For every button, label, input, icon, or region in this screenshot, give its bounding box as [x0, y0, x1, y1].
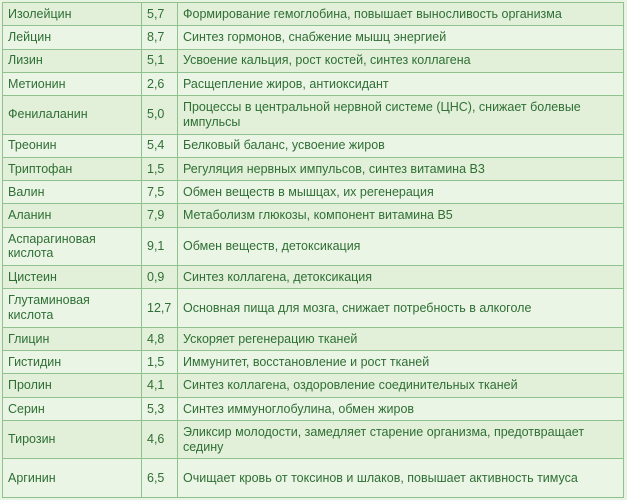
amino-acid-name: Аргинин	[3, 459, 142, 498]
table-row	[3, 3, 624, 26]
table-row	[3, 181, 624, 204]
amino-acid-value: 5,0	[142, 96, 178, 134]
table-row	[3, 289, 624, 327]
amino-acid-value: 5,3	[142, 397, 178, 420]
amino-acid-description: Синтез коллагена, детоксикация	[178, 266, 624, 289]
amino-acid-description: Обмен веществ, детоксикация	[178, 227, 624, 265]
amino-acid-name: Цистеин	[3, 266, 142, 289]
table-row	[3, 397, 624, 420]
amino-acid-name: Изолейцин	[3, 3, 142, 26]
amino-acid-value: 4,6	[142, 421, 178, 459]
amino-acid-description: Эликсир молодости, замедляет старение организма, предотвращает седину	[178, 421, 624, 459]
amino-acid-table-container	[2, 2, 624, 498]
amino-acid-value: 12,7	[142, 289, 178, 327]
amino-acid-description: Синтез коллагена, оздоровление соединительных тканей	[178, 374, 624, 397]
amino-acid-name: Лейцин	[3, 26, 142, 49]
amino-acid-name: Триптофан	[3, 157, 142, 180]
amino-acid-description: Иммунитет, восстановление и рост тканей	[178, 351, 624, 374]
amino-acid-description: Синтез гормонов, снабжение мышц энергией	[178, 26, 624, 49]
amino-acid-description: Белковый баланс, усвоение жиров	[178, 134, 624, 157]
amino-acid-value: 5,1	[142, 49, 178, 72]
amino-acid-name: Метионин	[3, 72, 142, 95]
amino-acid-name: Глутаминовая кислота	[3, 289, 142, 327]
amino-acid-value: 1,5	[142, 351, 178, 374]
amino-acid-description: Регуляция нервных импульсов, синтез витамина В3	[178, 157, 624, 180]
table-row	[3, 157, 624, 180]
amino-acid-table	[2, 2, 624, 498]
amino-acid-name: Фенилаланин	[3, 96, 142, 134]
amino-acid-description: Обмен веществ в мышцах, их регенерация	[178, 181, 624, 204]
amino-acid-value: 0,9	[142, 266, 178, 289]
amino-acid-name: Гистидин	[3, 351, 142, 374]
table-row	[3, 459, 624, 498]
amino-acid-name: Аспарагиновая кислота	[3, 227, 142, 265]
amino-acid-description: Усвоение кальция, рост костей, синтез коллагена	[178, 49, 624, 72]
amino-acid-description: Формирование гемоглобина, повышает выносливость организма	[178, 3, 624, 26]
amino-acid-value: 4,1	[142, 374, 178, 397]
amino-acid-value: 1,5	[142, 157, 178, 180]
table-row	[3, 227, 624, 265]
table-row	[3, 96, 624, 134]
table-row	[3, 72, 624, 95]
amino-acid-description: Метаболизм глюкозы, компонент витамина В5	[178, 204, 624, 227]
amino-acid-value: 4,8	[142, 327, 178, 350]
amino-acid-name: Треонин	[3, 134, 142, 157]
table-row	[3, 26, 624, 49]
amino-acid-value: 6,5	[142, 459, 178, 498]
amino-acid-name: Пролин	[3, 374, 142, 397]
amino-acid-name: Тирозин	[3, 421, 142, 459]
amino-acid-value: 8,7	[142, 26, 178, 49]
table-row	[3, 49, 624, 72]
amino-acid-value: 2,6	[142, 72, 178, 95]
amino-acid-description: Процессы в центральной нервной системе (ЦНС), снижает болевые импульсы	[178, 96, 624, 134]
table-body	[3, 3, 624, 498]
amino-acid-description: Ускоряет регенерацию тканей	[178, 327, 624, 350]
table-row	[3, 351, 624, 374]
amino-acid-value: 9,1	[142, 227, 178, 265]
amino-acid-name: Лизин	[3, 49, 142, 72]
table-row	[3, 327, 624, 350]
table-row	[3, 421, 624, 459]
amino-acid-value: 7,9	[142, 204, 178, 227]
amino-acid-name: Аланин	[3, 204, 142, 227]
table-row	[3, 134, 624, 157]
amino-acid-description: Основная пища для мозга, снижает потребность в алкоголе	[178, 289, 624, 327]
amino-acid-name: Серин	[3, 397, 142, 420]
amino-acid-description: Очищает кровь от токсинов и шлаков, повышает активность тимуса	[178, 459, 624, 498]
amino-acid-description: Синтез иммуноглобулина, обмен жиров	[178, 397, 624, 420]
table-row	[3, 374, 624, 397]
table-row	[3, 266, 624, 289]
table-row	[3, 204, 624, 227]
amino-acid-value: 5,7	[142, 3, 178, 26]
amino-acid-value: 5,4	[142, 134, 178, 157]
amino-acid-name: Глицин	[3, 327, 142, 350]
amino-acid-value: 7,5	[142, 181, 178, 204]
amino-acid-name: Валин	[3, 181, 142, 204]
amino-acid-description: Расщепление жиров, антиоксидант	[178, 72, 624, 95]
